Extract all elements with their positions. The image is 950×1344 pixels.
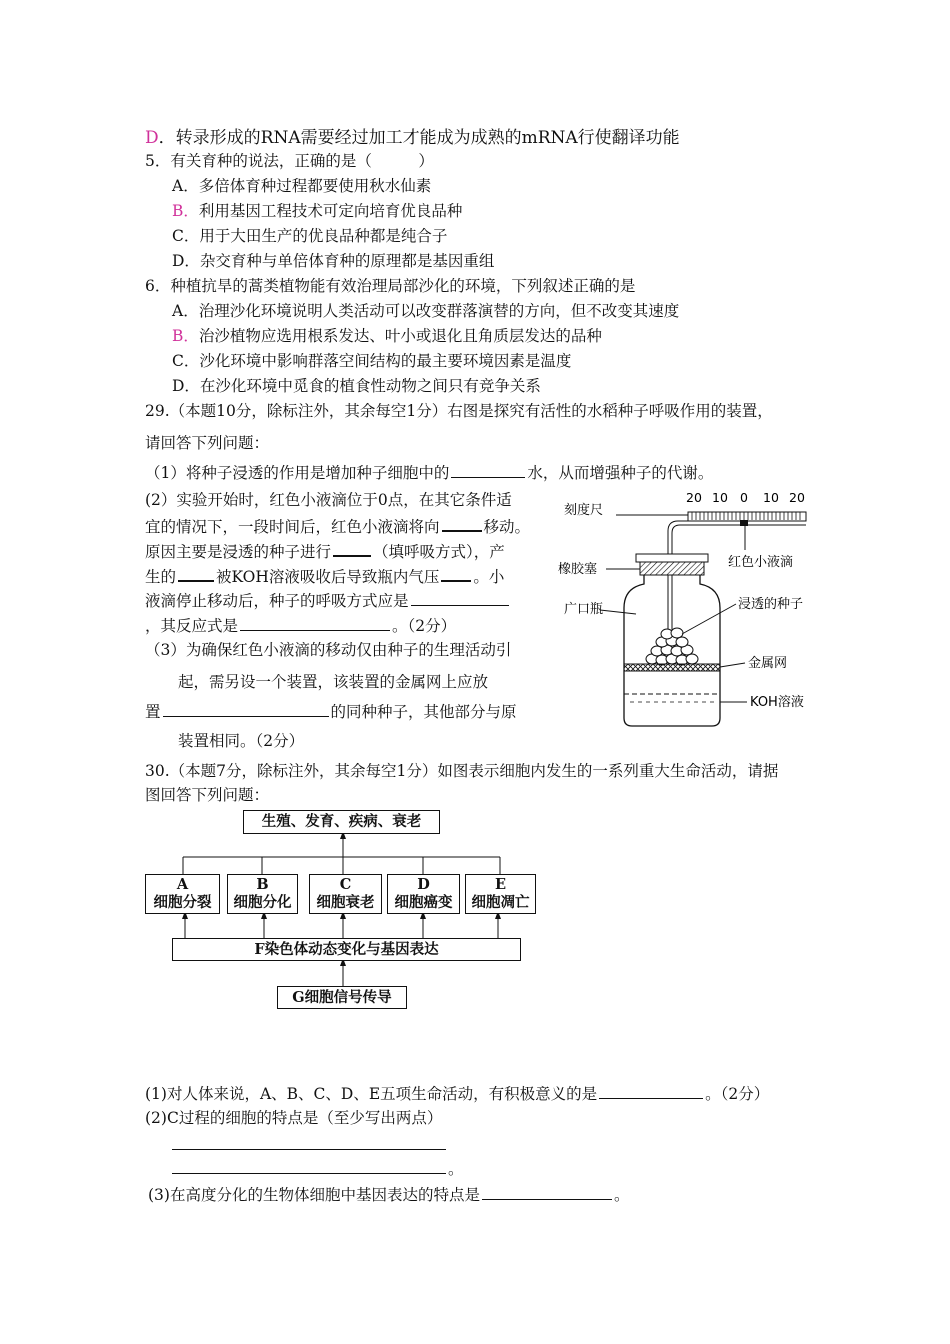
q30-part1-text-a: (1)对人体来说，A、B、C、D、E五项生命活动，有积极意义的是 [145,1085,598,1103]
q29-part2-line6-a: ，其反应式是 [145,617,239,635]
q29-stem-line2: 请回答下列问题： [145,434,270,452]
q30-stem-line2: 图回答下列问题： [145,786,270,804]
q29-part3-line2: 起，需另设一个装置，该装置的金属网上应放 [178,673,489,691]
label-stopper: 橡胶塞 [558,562,598,577]
q4-option-d-text: ．转录形成的RNA需要经过加工才能成为成熟的mRNA行使翻译功能 [158,128,680,148]
q29-part3-line3-a: 置 [145,703,161,721]
q29-part2-line4-c: 。小 [473,568,505,586]
q30-part1 [145,1083,769,1104]
q6-stem: 6．种植抗旱的蒿类植物能有效治理局部沙化的环境，下列叙述正确的是 [145,277,636,295]
q6-option-b-text: 治沙植物应选用根系发达、叶小或退化且角质层发达的品种 [198,327,602,345]
flow-box-a-text: 细胞分裂 [153,894,212,911]
q4-option-d-letter: D [145,128,159,148]
q29-part2-line1: (2）实验开始时，红色小液滴位于0点，在其它条件适 [145,491,512,509]
flow-f-box: F染色体动态变化与基因表达 [172,938,521,961]
q30-part3-text-b: 。 [613,1186,630,1204]
q30-part2: (2)C过程的细胞的特点是（至少写出两点） [145,1109,443,1127]
flow-box-d-text: 细胞癌变 [394,894,453,911]
q5-option-a: A．多倍体育种过程都要使用秋水仙素 [172,177,432,195]
q30-part2-answer1 [170,1134,448,1155]
label-mesh: 金属网 [748,656,788,671]
q29-part3-line1: （3）为确保红色小液滴的移动仅由种子的生理活动引 [145,641,512,659]
scale-number-4: 10 [763,490,779,505]
label-bottle: 广口瓶 [564,602,604,617]
q29-part2-line6-b: 。（2分） [392,617,457,635]
q29-part3-line3-b: 的同种种子，其他部分与原 [330,703,517,721]
flow-box-e [465,874,536,914]
flow-box-e-text: 细胞凋亡 [471,894,530,911]
q30-part2-end: 。 [448,1160,464,1178]
flow-box-c-letter: C [339,876,352,893]
flow-top-box: 生殖、发育、疾病、衰老 [243,810,440,834]
flow-box-d-letter: D [417,876,430,893]
q30-blank-2b[interactable] [172,1158,446,1174]
flow-box-a-letter: A [176,876,189,893]
q29-part2-line3-a: 原因主要是浸透的种子进行 [145,543,332,561]
label-droplet: 红色小液滴 [728,555,794,570]
q30-blank-2a[interactable] [172,1134,446,1150]
flow-box-b [227,874,298,914]
q29-part2-line2-b: 移动。 [483,518,531,536]
q5-stem: 5．有关育种的说法，正确的是（ ） [145,152,434,170]
q30-part3-text-a: (3)在高度分化的生物体细胞中基因表达的特点是 [148,1186,480,1204]
q29-part2-line4-b: 被KOH溶液吸收后导致瓶内气压 [216,568,440,586]
q5-option-b-letter: B． [172,202,199,220]
flow-g-box: G细胞信号传导 [277,986,407,1009]
q30-part1-text-b: 。（2分） [705,1085,770,1103]
label-seeds: 浸透的种子 [738,597,804,612]
q6-option-b-letter: B． [172,327,199,345]
scale-number-3: 0 [740,490,748,505]
q5-option-d: D．杂交育种与单倍体育种的原理都是基因重组 [172,252,495,270]
q30-part2-answer2 [170,1158,464,1179]
flow-box-e-letter: E [494,876,507,893]
q29-stem-line1: 29.（本题10分，除标注外，其余每空1分）右图是探究有活性的水稻种子呼吸作用的装置， [145,402,773,420]
flow-box-b-text: 细胞分化 [233,894,292,911]
label-koh: KOH溶液 [750,695,804,710]
q30-blank-3[interactable] [482,1184,612,1200]
q5-option-c: C．用于大田生产的优良品种都是纯合子 [172,227,448,245]
q30-blank-1[interactable] [599,1083,703,1099]
flow-box-b-letter: B [256,876,269,893]
q29-part1-text-b: 水，从而增强种子的代谢。 [527,464,714,482]
flow-box-a [145,874,220,914]
q6-option-c: C．沙化环境中影响群落空间结构的最主要环境因素是温度 [172,352,572,370]
label-ruler: 刻度尺 [564,503,604,518]
q6-option-d: D．在沙化环境中觅食的植食性动物之间只有竞争关系 [172,377,541,395]
q5-option-b-text: 利用基因工程技术可定向培育优良品种 [198,202,463,220]
scale-number-2: 10 [712,490,728,505]
q29-part3-line4: 装置相同。（2分） [178,732,305,750]
q30-part3 [148,1184,629,1205]
q30-stem-line1: 30.（本题7分，除标注外，其余每空1分）如图表示细胞内发生的一系列重大生命活动，请据 [145,762,779,780]
flow-box-c [309,874,382,914]
flow-box-c-text: 细胞衰老 [316,894,375,911]
q29-part2-line2-a: 宜的情况下，一段时间后，红色小液滴将向 [145,518,440,536]
flow-box-d [387,874,460,914]
q29-part2-line4-a: 生的 [145,568,177,586]
scale-number-5: 20 [789,490,805,505]
q29-part1-text-a: （1）将种子浸透的作用是增加种子细胞中的 [145,464,450,482]
q29-part2-line5-a: 液滴停止移动后，种子的呼吸方式应是 [145,592,409,610]
scale-number-1: 20 [686,490,702,505]
q6-option-a: A．治理沙化环境说明人类活动可以改变群落演替的方向，但不改变其速度 [172,302,680,320]
q29-part2-line3-b: （填呼吸方式），产 [373,543,505,561]
